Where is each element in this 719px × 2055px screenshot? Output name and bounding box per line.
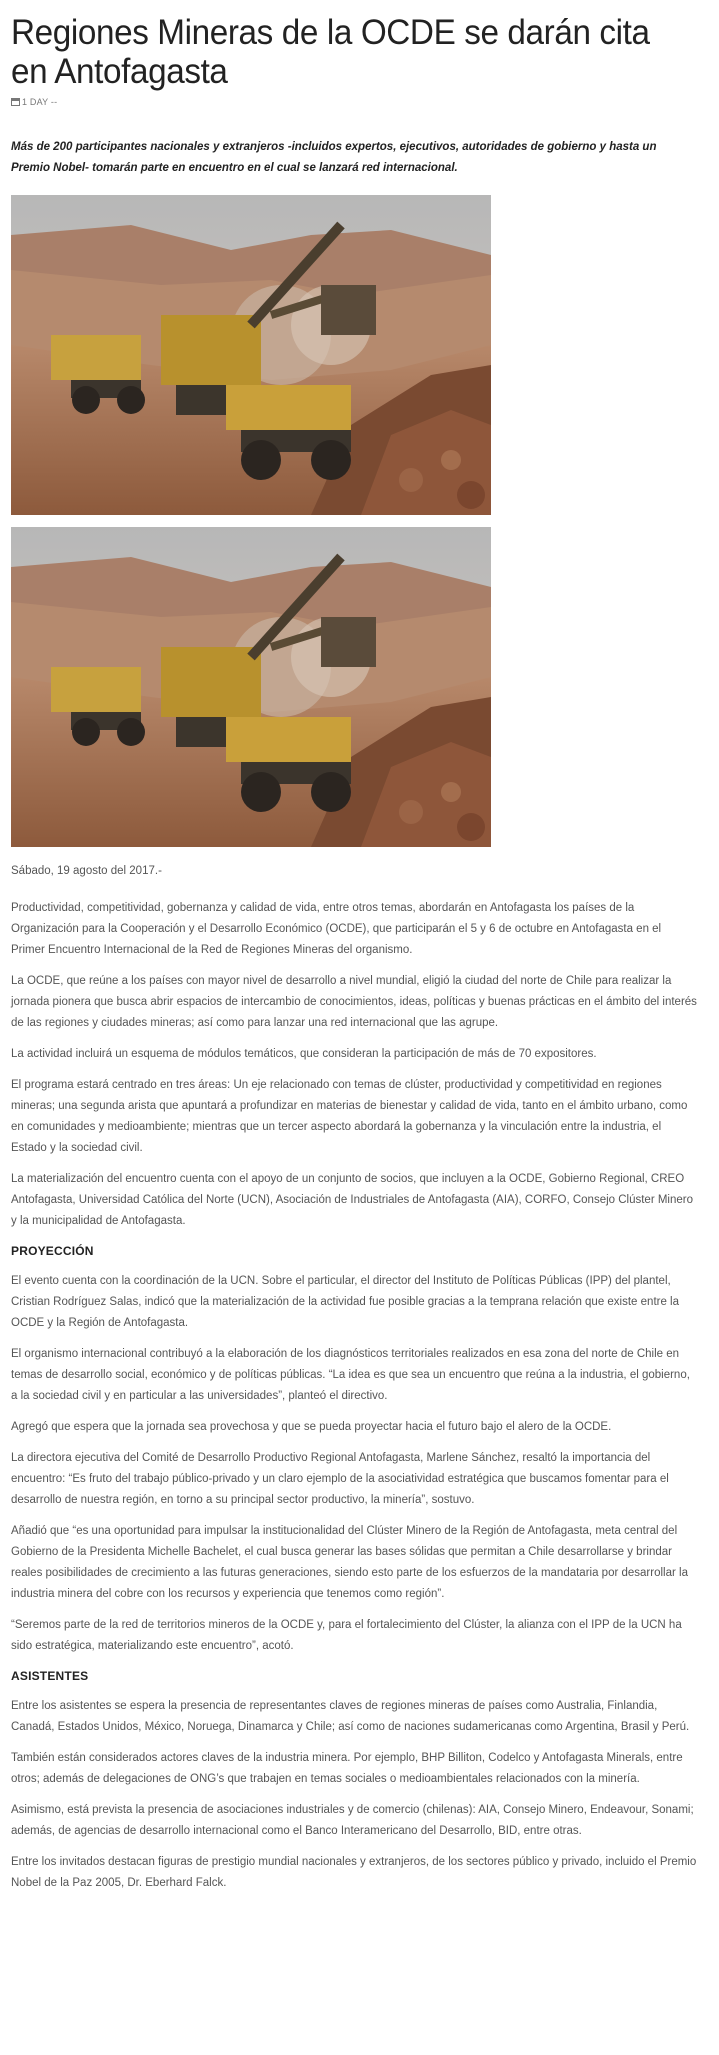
paragraph: Añadió que “es una oportunidad para impulsar la institucionalidad del Clúster Minero de la Región de Antofagasta, meta central del Gobierno de la Presidenta Michelle Bachelet, el cual busca generar las bases sólidas que permitan a Chile desarrollarse y brindar reales posibilidades de crecimiento a las futuras generaciones, siendo esto parte de los esfuerzos de la mandataria por desarrollar la industria minera del cobre con los recursos y experiencia que tenemos como región”. [11,1525,688,1600]
mining-excavator-photo [11,195,491,515]
paragraph: Agregó que espera que la jornada sea provechosa y que se pueda proyectar hacia el futuro bajo el alero de la OCDE. [11,1421,612,1433]
paragraph: Productividad, competitividad, gobernanza y calidad de vida, entre otros temas, abordarán en Antofagasta los países de la Organización para la Cooperación y el Desarrollo Económico (OCDE), que participarán el 5 y 6 de octubre en Antofagasta en el Primer Encuentro Internacional de la Red de Regiones Mineras del organismo. [11,902,662,956]
calendar-icon [11,98,20,106]
paragraph: Entre los asistentes se espera la presencia de representantes claves de regiones mineras de países como Australia, Finlandia, Canadá, Estados Unidos, México, Noruega, Dinamarca y Chile; así como de naciones sudamericanas como Argentina, Brasil y Perú. [11,1700,690,1733]
paragraph: El programa estará centrado en tres áreas: Un eje relacionado con temas de clúster, productividad y competitividad en regiones mineras; una segunda arista que apuntará a profundizar en materias de bienestar y calidad de vida, tanto en el ámbito urbano, como en comunidades y medioambiente; mientras que un tercer aspecto abordará la gobernanza y la vinculación entre la industria, el Estado y la sociedad civil. [11,1079,688,1154]
paragraph: El organismo internacional contribuyó a la elaboración de los diagnósticos territoriales realizados en esa zona del norte de Chile en temas de desarrollo social, económico y de políticas públicas. “La idea es que sea un encuentro que reúna a la industria, el gobierno, a la sociedad civil y en particular a las universidades”, planteó el directivo. [11,1348,690,1402]
article-image-1 [11,195,491,515]
section-heading-asistentes: ASISTENTES [11,1669,89,1683]
section-heading-proyeccion: PROYECCIÓN [11,1244,94,1258]
paragraph: La directora ejecutiva del Comité de Desarrollo Productivo Regional Antofagasta, Marlene Sánchez, resaltó la importancia del encuentro: “Es fruto del trabajo público-privado y un claro ejemplo de la asociatividad estratégica que buscamos fomentar para el desarrollo de nuestra región, en torno a su principal sector productivo, la minería”, sostuvo. [11,1452,669,1506]
article-time: 1 DAY -- [22,97,58,107]
paragraph: También están considerados actores claves de la industria minera. Por ejemplo, BHP Billiton, Codelco y Antofagasta Minerals, entre otros; además de delegaciones de ONG’s que trabajen en temas sociales o medioambientales relacionados con la minería. [11,1752,683,1785]
article-meta [11,97,698,107]
article-lead: Más de 200 participantes nacionales y extranjeros -incluidos expertos, ejecutivos, autoridades de gobierno y hasta un Premio Nobel- tomarán parte en encuentro en el cual se lanzará red internacional. [11,141,657,174]
paragraph: La actividad incluirá un esquema de módulos temáticos, que consideran la participación de más de 70 expositores. [11,1048,597,1060]
paragraph: Asimismo, está prevista la presencia de asociaciones industriales y de comercio (chilenas): AIA, Consejo Minero, Endeavour, Sonami; además, de agencias de desarrollo internacional como el Banco Interamericano del Desarrollo, BID, entre otras. [11,1804,694,1837]
article-date: Sábado, 19 agosto del 2017.- [11,865,162,877]
paragraph: La OCDE, que reúne a los países con mayor nivel de desarrollo a nivel mundial, eligió la ciudad del norte de Chile para realizar la jornada pionera que busca abrir espacios de intercambio de conocimientos, ideas, políticas y buenas prácticas en el ámbito del interés de las regiones y ciudades mineras; así como para lanzar una red internacional que las agrupe. [11,975,697,1029]
paragraph: “Seremos parte de la red de territorios mineros de la OCDE y, para el fortalecimiento del Clúster, la alianza con el IPP de la UCN ha sido estratégica, materializando este encuentro”, acotó. [11,1619,682,1652]
paragraph: Entre los invitados destacan figuras de prestigio mundial nacionales y extranjeros, de los sectores público y privado, incluido el Premio Nobel de la Paz 2005, Dr. Eberhard Falck. [11,1856,697,1889]
article-title: Regiones Mineras de la OCDE se darán cita en Antofagasta [11,13,650,91]
article-image-2 [11,527,491,847]
paragraph: El evento cuenta con la coordinación de la UCN. Sobre el particular, el director del Instituto de Políticas Públicas (IPP) del plantel, Cristian Rodríguez Salas, indicó que la materialización de la actividad fue posible gracias a la temprana relación que existe entre la OCDE y la Región de Antofagasta. [11,1275,680,1329]
paragraph: La materialización del encuentro cuenta con el apoyo de un conjunto de socios, que incluyen a la OCDE, Gobierno Regional, CREO Antofagasta, Universidad Católica del Norte (UCN), Asociación de Industriales de Antofagasta (AIA), CORFO, Consejo Clúster Minero y la municipalidad de Antofagasta. [11,1173,694,1227]
mining-excavator-photo [11,527,491,847]
